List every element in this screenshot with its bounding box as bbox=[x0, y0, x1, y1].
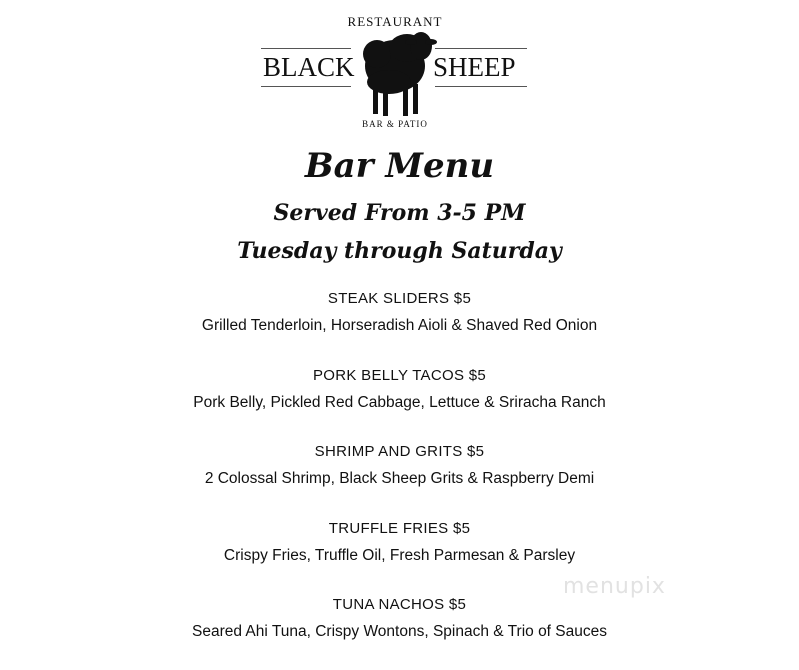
menu-item-name: SHRIMP AND GRITS $5 bbox=[314, 443, 485, 460]
logo-restaurant-text: RESTAURANT bbox=[347, 14, 443, 29]
menu-item-desc: Pork Belly, Pickled Red Cabbage, Lettuce & Sriracha Ranch bbox=[193, 394, 606, 411]
menu-item-name: PORK BELLY TACOS $5 bbox=[313, 367, 486, 384]
menu-item-name: TRUFFLE FRIES $5 bbox=[328, 520, 471, 537]
sheep-icon bbox=[359, 24, 437, 122]
served-days: Tuesday through Saturday bbox=[237, 238, 562, 264]
logo-sheep-text: SHEEP bbox=[433, 52, 516, 82]
logo-black-text: BLACK bbox=[263, 52, 355, 82]
menu-item-desc: Grilled Tenderloin, Horseradish Aioli & Shaved Red Onion bbox=[201, 317, 598, 334]
menu-item-name: TUNA NACHOS $5 bbox=[332, 596, 467, 613]
menu-item bbox=[0, 441, 799, 491]
logo-rule-bottom-right bbox=[435, 86, 527, 87]
served-hours: Served From 3-5 PM bbox=[273, 200, 526, 226]
menu-item bbox=[0, 594, 799, 644]
menu-item-desc: Seared Ahi Tuna, Crispy Wontons, Spinach & Trio of Sauces bbox=[192, 623, 607, 640]
menu-item-desc: 2 Colossal Shrimp, Black Sheep Grits & Raspberry Demi bbox=[204, 470, 595, 487]
menu-item-desc: Crispy Fries, Truffle Oil, Fresh Parmesan & Parsley bbox=[223, 547, 576, 564]
logo-tagline: BAR & PATIO bbox=[362, 119, 428, 129]
menu-item bbox=[0, 518, 799, 568]
logo-rule-top-right bbox=[435, 48, 527, 49]
watermark-text: menupix bbox=[563, 574, 666, 599]
restaurant-logo bbox=[255, 8, 535, 138]
menu-item-name: STEAK SLIDERS $5 bbox=[327, 290, 472, 307]
menu-item bbox=[0, 365, 799, 415]
logo-rule-bottom-left bbox=[261, 86, 351, 87]
menu-item bbox=[0, 288, 799, 338]
menu-title: Bar Menu bbox=[304, 146, 495, 186]
logo-rule-top-left bbox=[261, 48, 351, 49]
